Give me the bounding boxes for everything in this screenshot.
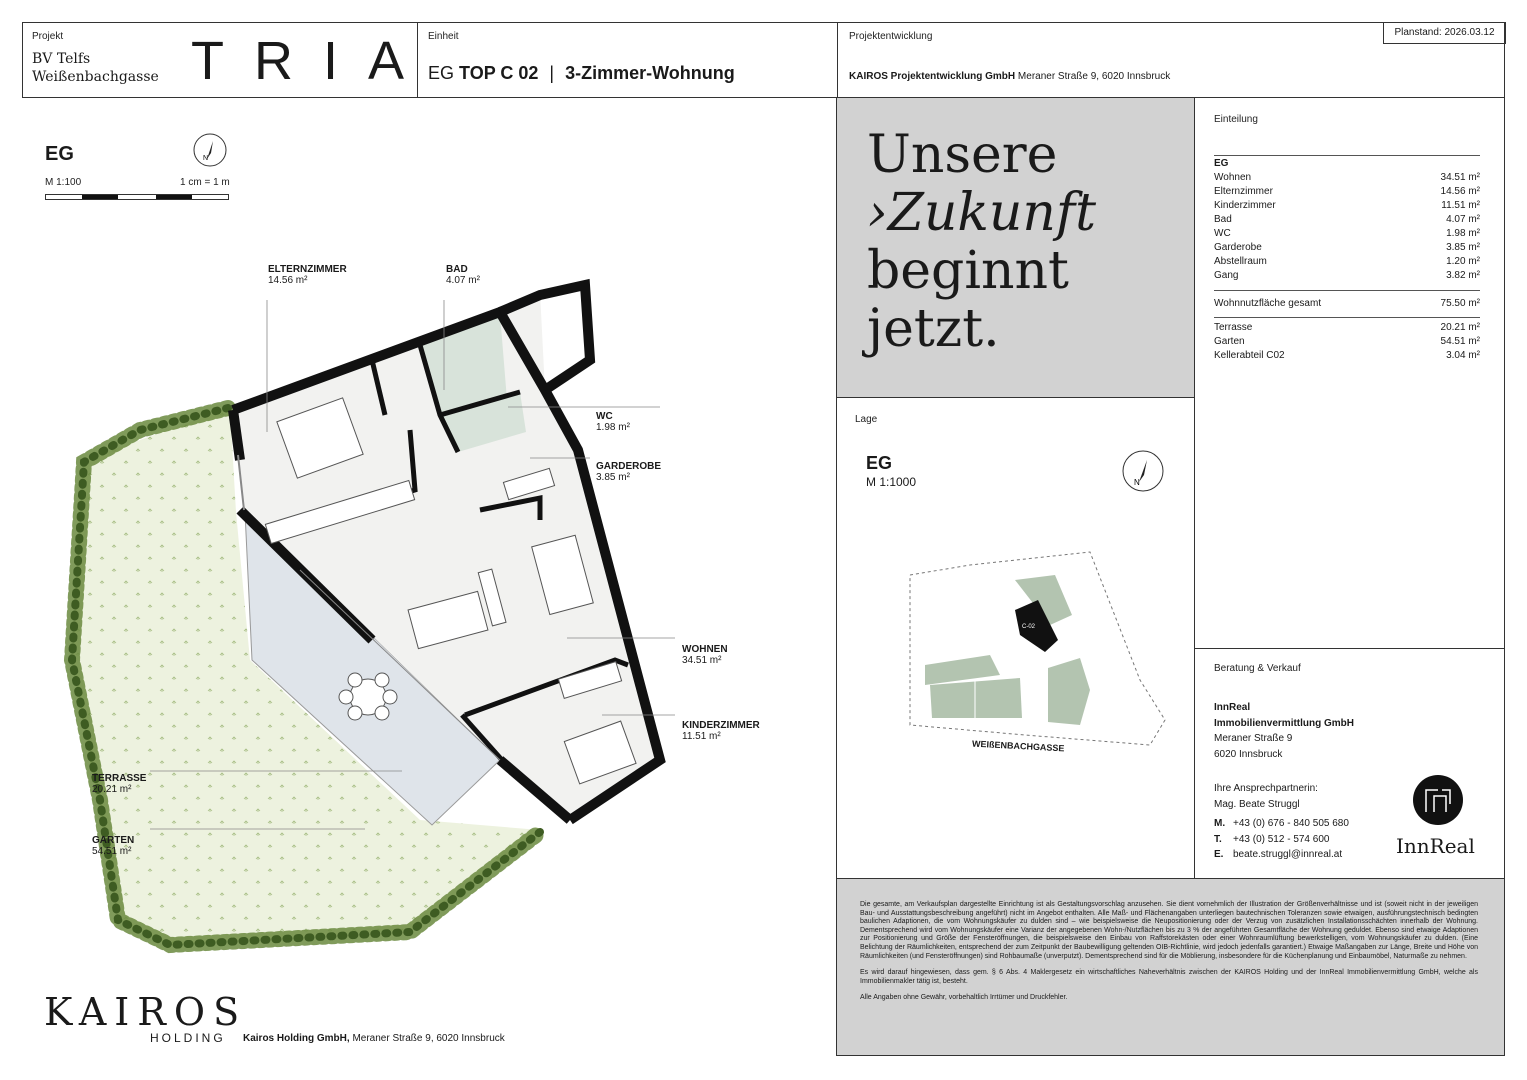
room-label-kinderzimmer: KINDERZIMMER 11.51 m² bbox=[682, 720, 760, 742]
scale-bar bbox=[45, 194, 229, 200]
dev-address: Meraner Straße 9, 6020 Innsbruck bbox=[1017, 71, 1171, 82]
north-arrow-icon bbox=[193, 133, 227, 167]
unit-top: TOP C 02 bbox=[459, 63, 539, 83]
room-label-garderobe: GARDEROBE 3.85 m² bbox=[596, 461, 662, 483]
area-total-row: Wohnnutzfläche gesamt 75.50 m² bbox=[1214, 298, 1480, 309]
contact-address: InnReal Immobilienvermittlung GmbH Meraner Straße 9 6020 Innsbruck bbox=[1214, 702, 1355, 760]
phone-link[interactable]: +43 (0) 512 - 574 600 bbox=[1233, 833, 1330, 845]
room-label-terrasse: TERRASSE 20.21 m² bbox=[92, 773, 147, 795]
innreal-logo-icon bbox=[1412, 774, 1464, 826]
project-street: Weißenbachgasse bbox=[32, 69, 159, 85]
area-row: Kinderzimmer 11.51 m² bbox=[1214, 200, 1480, 211]
planstand: Planstand: 2026.03.12 bbox=[1383, 22, 1506, 44]
room-label-wohnen: WOHNEN 34.51 m² bbox=[682, 644, 728, 666]
mobile-link[interactable]: +43 (0) 676 - 840 505 680 bbox=[1233, 818, 1349, 829]
room-label-wc: WC 1.98 m² bbox=[596, 411, 630, 433]
slogan-text: Unsere ›Zukunft beginnt jetzt. bbox=[867, 125, 1097, 359]
plan-scale-unit: 1 cm = 1 m bbox=[180, 177, 230, 188]
disclaimer-text: Die gesamte, am Verkaufsplan dargestellte Einrichtung ist als Gestaltungsvorschlag anzusehen. Sie dient vornehmlich der Illustration der Größenverhältnisse und ist (soweit nicht in der jeweiligen Bau- und Ausstattungsbeschreibung angeführt) nicht im Angebot enthalten. Alle Maß- und Flächenangaben unterliegen bautechnischen Toleranzen sowie etwaigen, ausführungstechnisch bedingten baulichen Adaptionen, die vom Wohnungskäufer zu dulden sind – wie beispielsweise die Neupositionierung oder der Verzug von zusätzlichen Installationsschächten innerhalb der Wohnung. Dementsprechend wird vom Wohnungskäufer eine Varianz der angegebenen Wohn-/Nutzflächen bis zu 3 % der angeführten Gesamtfläche der Wohnung geduldet. Ebenso sind etwaige Adaptionen zur Positionierung und Größe der Fensteröffnungen, die beispielsweise den Einbau von Raffstorekästen oder einer Wohnraumlüftung bewerkstelligen, vom Wohnungskäufer zu dulden. (Eine Belichtung der Räumlichkeiten, entsprechend der zum Zeitpunkt der Baubewilligung geltenden OIB-Richtlinie, wird jedoch jedenfalls garantiert.) Etwaige Maßangaben zur Länge, Breite und Höhe von Räumlichkeiten (und Fensteröffnungen) sind Rohbaumaße (unverputzt). Dementsprechend sind für die Möblierung, insbesondere für die Küchenplanung und Einbaumöbel, Naturmaße zu nehmen. bbox=[860, 901, 1478, 960]
lage-floor: EG bbox=[866, 453, 893, 473]
area-row: Bad 4.07 m² bbox=[1214, 214, 1480, 225]
area-row: Gang 3.82 m² bbox=[1214, 270, 1480, 281]
contact-details: M. +43 (0) 676 - 840 505 680 T. +43 (0) 512 - 574 600 E. beate.struggl@innreal.at bbox=[1214, 818, 1349, 860]
unit-type: 3-Zimmer-Wohnung bbox=[565, 63, 735, 83]
kairos-logo: KAIROS bbox=[44, 990, 248, 1034]
disclaimer-text: Es wird darauf hingewiesen, dass gem. § 6 Abs. 4 Maklergesetz ein wirtschaftliches Naheverhältnis zwischen der KAIROS Holding und der InnReal Immobilienvermittlung GmbH, welche als Immobilienmakler tätig ist, besteht. bbox=[860, 969, 1478, 985]
svg-text:N: N bbox=[203, 155, 209, 162]
innreal-logo-text: InnReal bbox=[1396, 834, 1475, 858]
contact-person: Ihre Ansprechpartnerin: Mag. Beate Struggl bbox=[1214, 783, 1318, 810]
area-row: WC 1.98 m² bbox=[1214, 228, 1480, 239]
footer-address: Kairos Holding GmbH, Meraner Straße 9, 6020 Innsbruck bbox=[243, 1033, 505, 1044]
plan-scale: M 1:100 bbox=[45, 177, 82, 188]
einteilung-title: Einteilung bbox=[1214, 114, 1258, 125]
unit-floor: EG bbox=[428, 63, 455, 83]
site-street-label: WEIßENBACHGASSE bbox=[971, 738, 1065, 754]
plan-floor: EG bbox=[45, 143, 74, 165]
dev-label: Projektentwicklung bbox=[849, 31, 933, 42]
room-label-elternzimmer: ELTERNZIMMER 14.56 m² bbox=[268, 264, 347, 286]
area-row: Abstellraum 1.20 m² bbox=[1214, 256, 1480, 267]
lage-scale: M 1:1000 bbox=[866, 475, 917, 489]
extra-area-row: Kellerabteil C02 3.04 m² bbox=[1214, 350, 1480, 361]
site-map bbox=[880, 540, 1180, 770]
einteilung-section: EG bbox=[1214, 158, 1229, 169]
unit-separator: | bbox=[549, 63, 555, 83]
dev-company: KAIROS Projektentwicklung GmbH bbox=[849, 71, 1016, 82]
svg-text:N: N bbox=[1134, 478, 1140, 487]
terrace-table bbox=[339, 673, 397, 720]
unit-title bbox=[428, 63, 735, 84]
room-label-garten: GARTEN 54.51 m² bbox=[92, 835, 135, 857]
area-row: Wohnen 34.51 m² bbox=[1214, 172, 1480, 183]
extra-area-row: Garten 54.51 m² bbox=[1214, 336, 1480, 347]
lage-label: Lage bbox=[855, 414, 878, 425]
email-link[interactable]: beate.struggl@innreal.at bbox=[1233, 849, 1343, 860]
extra-area-row: Terrasse 20.21 m² bbox=[1214, 322, 1480, 333]
kairos-logo-sub: HOLDING bbox=[150, 1031, 226, 1045]
disclaimer-text: Alle Angaben ohne Gewähr, vorbehaltlich Irrtümer und Druckfehler. bbox=[860, 994, 1068, 1002]
project-label: Projekt bbox=[32, 31, 64, 42]
room-label-bad: BAD 4.07 m² bbox=[446, 264, 480, 286]
site-unit-tag: C-02 bbox=[1022, 624, 1036, 630]
project-name: BV Telfs bbox=[32, 51, 91, 67]
tria-logo: TRIA bbox=[191, 31, 435, 91]
lage-north-arrow-icon bbox=[1122, 450, 1164, 492]
slogan-box bbox=[837, 98, 1194, 397]
dev-info bbox=[849, 71, 1170, 82]
unit-label: Einheit bbox=[428, 31, 459, 42]
area-row: Garderobe 3.85 m² bbox=[1214, 242, 1480, 253]
header-bar bbox=[22, 22, 1505, 98]
disclaimer-box bbox=[837, 879, 1504, 1055]
area-row: Elternzimmer 14.56 m² bbox=[1214, 186, 1480, 197]
contact-title: Beratung & Verkauf bbox=[1214, 663, 1301, 674]
